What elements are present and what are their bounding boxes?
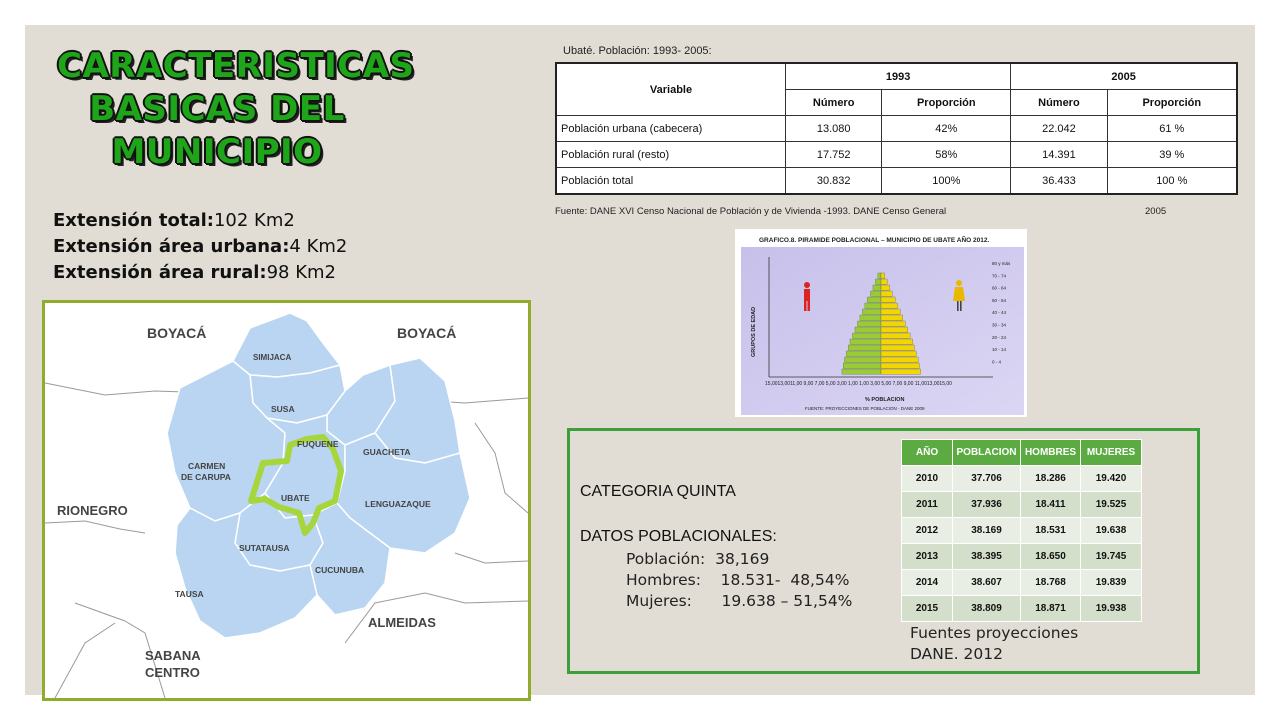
table-row: Población rural (resto) 17.752 58% 14.391 39 % [556, 142, 1237, 168]
municipality-label: SIMIJACA [253, 353, 292, 362]
pyramid-bar-male [870, 291, 881, 296]
table-source [555, 206, 1185, 217]
pyramid-bar-female [881, 309, 900, 314]
pyramid-chart [735, 229, 1027, 417]
pyramid-age-label: 60 - 64 [992, 285, 1007, 291]
title-line: CARACTERISTICAS [57, 46, 415, 86]
extension-urbana: Extensión área urbana:4 Km2 [53, 236, 348, 257]
table-header: POBLACION [953, 440, 1021, 466]
extension-total: Extensión total:102 Km2 [53, 210, 295, 231]
pyramid-bar-female [881, 297, 895, 302]
municipality-label: LENGUAZAQUE [365, 499, 431, 509]
table-header: MUJERES [1081, 440, 1142, 466]
population-data-box [567, 428, 1200, 674]
table-subheader: Número [786, 90, 882, 116]
fuentes-note: Fuentes proyecciones DANE. 2012 [910, 624, 1079, 663]
municipality-label: CARMEN [188, 461, 226, 471]
stat-hombres: Hombres: 18.531- 48,54% [626, 571, 850, 589]
pyramid-bar-male [860, 315, 881, 320]
pyramid-source: FUENTE: PROYECCIONES DE POBLACION - DANE 2009 [805, 406, 925, 411]
pyramid-ylabel: GRUPOS DE EDAD [751, 306, 757, 357]
pyramid-bar-male [846, 351, 881, 356]
population-pyramid [735, 229, 1027, 417]
pyramid-age-label: 40 - 44 [992, 310, 1007, 316]
pyramid-bar-female [881, 273, 885, 278]
table-row: 2013 38.395 18.650 19.745 [902, 544, 1142, 570]
table-row: Población urbana (cabecera) 13.080 42% 22.042 61 % [556, 116, 1237, 142]
title-line: BASICAS DEL [89, 89, 345, 129]
table-row: 2010 37.706 18.286 19.420 [902, 466, 1142, 492]
pyramid-bar-male [850, 339, 881, 344]
pyramid-bar-male [842, 369, 881, 374]
population-table [555, 62, 1238, 195]
pyramid-bar-female [881, 327, 908, 332]
table-row: Población total 30.832 100% 36.433 100 % [556, 168, 1237, 195]
stat-poblacion: Población: 38,169 [626, 550, 770, 568]
pyramid-age-label: 0 - 4 [992, 359, 1002, 365]
region-label: SABANA [145, 648, 201, 663]
pyramid-bar-male [843, 363, 881, 368]
region-label: BOYACÁ [147, 325, 207, 341]
table-row: 2011 37.936 18.411 19.525 [902, 492, 1142, 518]
region-label: BOYACÁ [397, 325, 457, 341]
table-row: 2015 38.809 18.871 19.938 [902, 596, 1142, 622]
table-header: 1993 [786, 63, 1011, 90]
region-label: ALMEIDAS [368, 615, 436, 630]
pyramid-bar-male [862, 309, 881, 314]
table-header: Variable [556, 63, 786, 116]
pyramid-age-label: 80 y más [992, 261, 1011, 266]
table-row: 2014 38.607 18.768 19.839 [902, 570, 1142, 596]
source-year: 2005 [1145, 206, 1167, 217]
pyramid-bar-male [875, 279, 881, 284]
source-text: Fuente: DANE XVI Censo Nacional de Población y de Vivienda -1993. DANE Censo General [555, 206, 947, 217]
table-subheader: Proporción [1107, 90, 1237, 116]
pyramid-bar-female [881, 279, 887, 284]
slide [25, 25, 1255, 695]
table-header: AÑO [902, 440, 953, 466]
stat-mujeres: Mujeres: 19.638 – 51,54% [626, 592, 853, 610]
pyramid-bar-female [881, 285, 890, 290]
pyramid-bar-female [881, 315, 903, 320]
pyramid-bar-female [881, 291, 892, 296]
table-header: 2005 [1011, 63, 1237, 90]
extension-rural: Extensión área rural:98 Km2 [53, 262, 337, 283]
pyramid-bar-male [873, 285, 881, 290]
pyramid-bar-female [881, 351, 916, 356]
stats-list [626, 549, 852, 612]
pyramid-age-label: 50 - 54 [992, 297, 1007, 303]
table-header: HOMBRES [1021, 440, 1081, 466]
pyramid-bar-male [852, 333, 881, 338]
pyramid-bar-female [881, 363, 919, 368]
pyramid-age-label: 10 - 14 [992, 347, 1007, 353]
table-subheader: Número [1011, 90, 1107, 116]
pyramid-title: GRAFICO.8. PIRAMIDE POBLACIONAL – MUNICIPIO DE UBATE AÑO 2012. [759, 237, 990, 244]
table-row: 2012 38.169 18.531 19.638 [902, 518, 1142, 544]
projection-table [901, 439, 1142, 622]
pyramid-bar-male [848, 345, 881, 350]
pyramid-xticks: 15,0013,0011,00 9,00 7,00 5,00 3,00 1,00 1,00 3,00 5,00 7,00 9,00 11,0013,0015,00 [765, 381, 952, 387]
pyramid-age-label: 30 - 34 [992, 322, 1007, 328]
pyramid-bar-female [881, 339, 913, 344]
pyramid-bar-male [844, 357, 881, 362]
pyramid-xlabel: % POBLACION [865, 397, 905, 403]
municipality-label: SUSA [271, 404, 295, 414]
pyramid-age-label: 20 - 24 [992, 334, 1007, 340]
datos-title: DATOS POBLACIONALES: [580, 528, 777, 545]
pyramid-bar-female [881, 321, 905, 326]
municipality-label: UBATE [281, 493, 310, 503]
region-label: RIONEGRO [57, 503, 128, 518]
category-label: CATEGORIA QUINTA [580, 483, 736, 500]
pyramid-bar-male [855, 327, 881, 332]
extension-list [53, 208, 347, 286]
pyramid-bar-female [881, 345, 914, 350]
municipality-label: DE CARUPA [181, 472, 231, 482]
municipality-label: SUTATAUSA [239, 543, 290, 553]
pyramid-bar-female [881, 357, 918, 362]
pyramid-bar-male [867, 297, 881, 302]
pyramid-bar-female [881, 369, 921, 374]
municipality-label: FUQUENE [297, 439, 339, 449]
table-subheader: Proporción [882, 90, 1011, 116]
pyramid-bar-male [878, 273, 881, 278]
table-caption: Ubaté. Población: 1993- 2005: [563, 45, 712, 57]
pyramid-bar-male [865, 303, 881, 308]
municipality-map [42, 300, 531, 701]
municipality-label: TAUSA [175, 589, 204, 599]
title-line: MUNICIPIO [111, 132, 323, 172]
region-label: CENTRO [145, 665, 200, 680]
pyramid-age-label: 70 - 74 [992, 273, 1007, 279]
pyramid-bar-male [857, 321, 881, 326]
pyramid-bar-female [881, 303, 898, 308]
municipality-label: GUACHETA [363, 447, 411, 457]
pyramid-bar-female [881, 333, 910, 338]
page-title [57, 45, 415, 174]
municipality-label: CUCUNUBA [315, 565, 365, 575]
